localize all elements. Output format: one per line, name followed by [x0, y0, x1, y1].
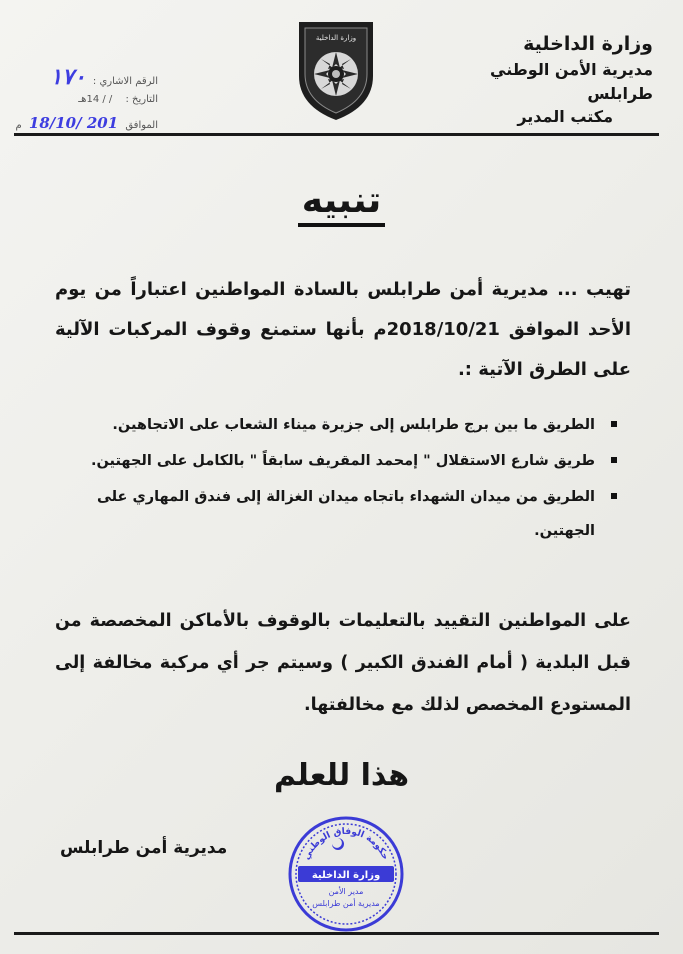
official-stamp — [286, 814, 406, 934]
crescent-icon — [332, 838, 344, 850]
intro-paragraph: تهيب ... مديرية أمن طرابلس بالسادة المواطنين اعتباراً من يوم الأحد الموافق 2018/10/21م بأنها ستمنع وقوف المركبات الآلية على الطرق الآتية :. — [55, 279, 631, 380]
instructions-paragraph: على المواطنين التقييد بالتعليمات بالوقوف بالأماكن المخصصة من قبل البلدية ( أمام الفندق الكبير ) وسيتم جر أي مركبة مخالفة إلى المستودع المخصص لذلك مع مخالفتها. — [55, 611, 631, 715]
corresponding-label: الموافق — [125, 120, 158, 131]
roads-list — [77, 408, 617, 550]
reference-number-row — [50, 64, 158, 90]
stamp-line1: مدير الأمن — [328, 887, 364, 896]
footer-divider — [14, 932, 659, 935]
date-row — [78, 94, 158, 105]
list-item: طريق شارع الاستقلال " إمحمد المقريف سابقاً " بالكامل على الجهتين. — [77, 444, 617, 478]
corresponding-date-value: 18/10/ 201 — [28, 114, 119, 132]
stamp-outer-text: حكومة الوفاق الوطني — [301, 826, 391, 862]
emblem-text: وزارة الداخلية — [315, 34, 357, 42]
header-divider — [14, 133, 659, 136]
directorate-name: مديرية الأمن الوطني طرابلس — [490, 60, 653, 103]
signature-line: مديرية أمن طرابلس — [60, 838, 228, 858]
police-badge-icon — [293, 16, 379, 124]
list-item: الطريق ما بين برج طرابلس إلى جزيرة ميناء الشعاب على الاتجاهين. — [77, 408, 617, 442]
list-item: الطريق من ميدان الشهداء باتجاه ميدان الغزالة إلى فندق المهاري على الجهتين. — [77, 480, 617, 548]
office-name: مكتب المدير — [517, 107, 613, 126]
reference-label: الرقم الاشاري : — [92, 76, 158, 87]
svg-text:حكومة الوفاق الوطني — [302, 827, 390, 862]
closing-phrase: هذا للعلم — [273, 758, 410, 793]
notice-title — [0, 180, 683, 221]
stamp-line2: مديرية أمن طرابلس — [312, 899, 380, 908]
letterhead — [443, 30, 653, 128]
date-value: / / 14هـ — [78, 94, 113, 105]
stamp-band-text: وزارة الداخلية — [311, 870, 381, 881]
notice-title-text: تنبيه — [298, 180, 385, 227]
corresponding-date-suffix: م — [15, 120, 22, 131]
corresponding-date-row — [16, 114, 159, 132]
ministry-name: وزارة الداخلية — [523, 33, 653, 55]
reference-value: ١٧٠ — [50, 64, 86, 90]
date-label: التاريخ : — [125, 94, 158, 105]
